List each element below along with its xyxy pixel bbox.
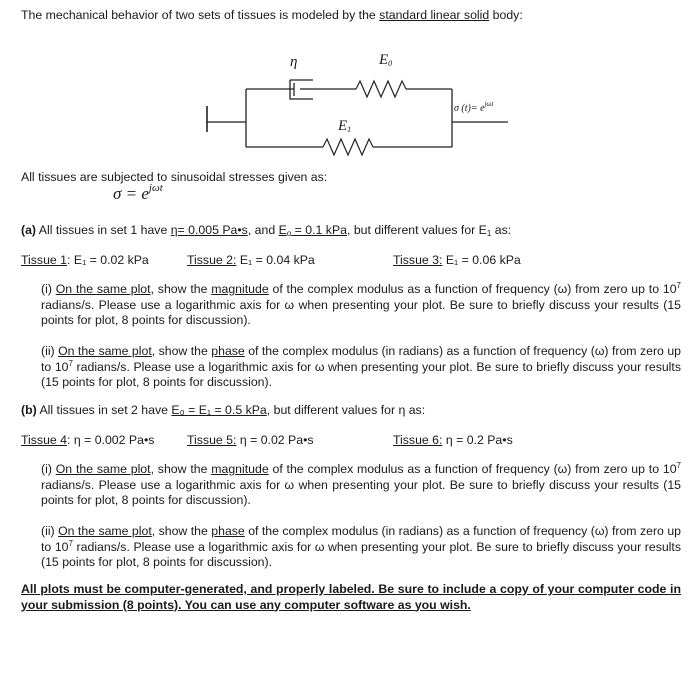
intro-text: The mechanical behavior of two sets of tissues is modeled by the [21,8,376,22]
part-b-header [21,403,425,417]
part-a-e0-sub: o [286,229,292,238]
sigma-text: σ (t)= e [454,103,485,114]
stress-eq-sup: jωt [148,182,163,194]
tissue-1-label: Tissue 1 [21,253,68,267]
tissue-2 [187,253,315,267]
stress-equation [113,184,163,204]
part-a-i-mid: , show the [150,282,212,296]
e1-letter: E [338,118,348,134]
tissue-6-value: η = 0.2 Pa•s [442,433,513,447]
part-b-ii-rest2: radians/s. Please use a logarithmic axis for ω when presenting your plot. Be sure to briefly discuss your results (15 points for plot, 8 points for discussion). [41,539,681,569]
part-b-ii-key: phase [211,524,245,538]
part-a-ii-mid: , show the [151,344,212,358]
part-a-i-key: magnitude [211,282,269,296]
tissue-5-value: η = 0.02 Pa•s [236,433,314,447]
part-a-i [41,282,681,329]
spring-e0 [356,81,406,97]
part-b-label: (b) [21,403,37,417]
e0-letter: E [379,52,389,68]
part-b-ii-rest1: of the complex modulus (in radians) as a function of frequency (ω) from zero up to 10 [41,524,681,554]
part-a-i-pre: (i) [41,282,56,296]
part-b-i-mid: , show the [150,462,212,476]
tissue-4-label: Tissue 4 [21,433,68,447]
part-a-text2: , and [247,223,276,237]
tissue-1 [21,253,149,267]
part-a-ii-key: phase [211,344,245,358]
eta-label: η [290,54,298,70]
sigma-label [454,100,494,114]
tissue-3-label: Tissue 3: [393,253,443,267]
part-a-text1: All tissues in set 1 have [38,223,168,237]
part-b-i-key: magnitude [211,462,269,476]
part-a-eta: η= 0.005 Pa•s [170,223,248,237]
stress-eq-text: σ = e [113,184,149,203]
e1-label [338,118,351,135]
tissue-6-label: Tissue 6: [393,433,443,447]
stress-intro: All tissues are subjected to sinusoidal stresses given as: [21,170,328,184]
tissue-2-value: E₁ = 0.04 kPa [236,253,315,267]
intro-end: body: [492,8,523,22]
part-a-e0-rest: = 0.1 kPa [291,223,347,237]
part-b-i-same-plot: On the same plot [55,462,151,476]
tissue-5-label: Tissue 5: [187,433,237,447]
tissue-4-value: : η = 0.002 Pa•s [67,433,155,447]
tissue-3 [393,253,521,267]
part-a-ii-exp: 7 [68,358,73,368]
tissue-1-value: : E₁ = 0.02 kPa [67,253,149,267]
tissue-4 [21,433,154,447]
tissue-6 [393,433,513,447]
e1-sub: 1 [347,125,352,134]
tissue-5 [187,433,314,447]
tissue-2-label: Tissue 2: [187,253,237,267]
part-b-ii-exp: 7 [68,538,73,548]
part-a-ii-same-plot: On the same plot [58,344,152,358]
part-a-text3-end: as: [491,223,512,237]
part-b-i-pre: (i) [41,462,56,476]
part-b-i-exp: 7 [676,461,681,470]
part-a-header [21,223,511,237]
part-a-ii-rest2: radians/s. Please use a logarithmic axis for ω when presenting your plot. Be sure to briefly discuss your results (15 points for plot, 8 points for discussion). [41,359,681,389]
footer-note: All plots must be computer-generated, and properly labeled. Be sure to include a copy of your computer code in your submission (8 points). You can use any computer software as you wish. [21,582,681,612]
part-a-ii-rest1: of the complex modulus (in radians) as a function of frequency (ω) from zero up to 10 [41,344,681,374]
part-a-i-rest1: of the complex modulus as a function of frequency (ω) from zero up to 10 [268,282,677,296]
spring-e1 [323,139,373,155]
part-a-i-exp: 7 [676,281,681,290]
part-a-ii [41,344,681,391]
part-a-i-rest2: radians/s. Please use a logarithmic axis for ω when presenting your plot. Be sure to briefly discuss your results (15 points for plot, 8 points for discussion). [41,297,681,327]
part-b-i-rest2: radians/s. Please use a logarithmic axis for ω when presenting your plot. Be sure to briefly discuss your results (15 points for plot, 8 points for discussion). [41,477,681,507]
sigma-sup: jωt [484,100,494,108]
part-b-ii-pre: (ii) [41,524,59,538]
part-b-i [41,462,681,509]
part-a-text3: , but different values for E [346,223,487,237]
tissue-3-value: E₁ = 0.06 kPa [442,253,521,267]
e0-sub: 0 [388,59,393,68]
part-b-ii-same-plot: On the same plot [58,524,152,538]
part-a-e0-letter: E [278,223,287,237]
part-a-ii-pre: (ii) [41,344,59,358]
part-b-text1: All tissues in set 2 have [39,403,168,417]
intro-line [21,8,523,22]
part-a-e0 [279,223,347,237]
e0-label [379,52,392,69]
part-a-i-same-plot: On the same plot [55,282,151,296]
intro-link: standard linear solid [379,8,490,22]
part-a-text3-sub: 1 [486,229,492,238]
part-b-ii-mid: , show the [151,524,212,538]
part-b-e: E₀ = E₁ = 0.5 kPa [171,403,267,417]
part-b-i-rest1: of the complex modulus as a function of frequency (ω) from zero up to 10 [268,462,677,476]
part-b-text2: , but different values for η as: [266,403,426,417]
part-b-ii [41,524,681,571]
part-a-label: (a) [21,223,37,237]
